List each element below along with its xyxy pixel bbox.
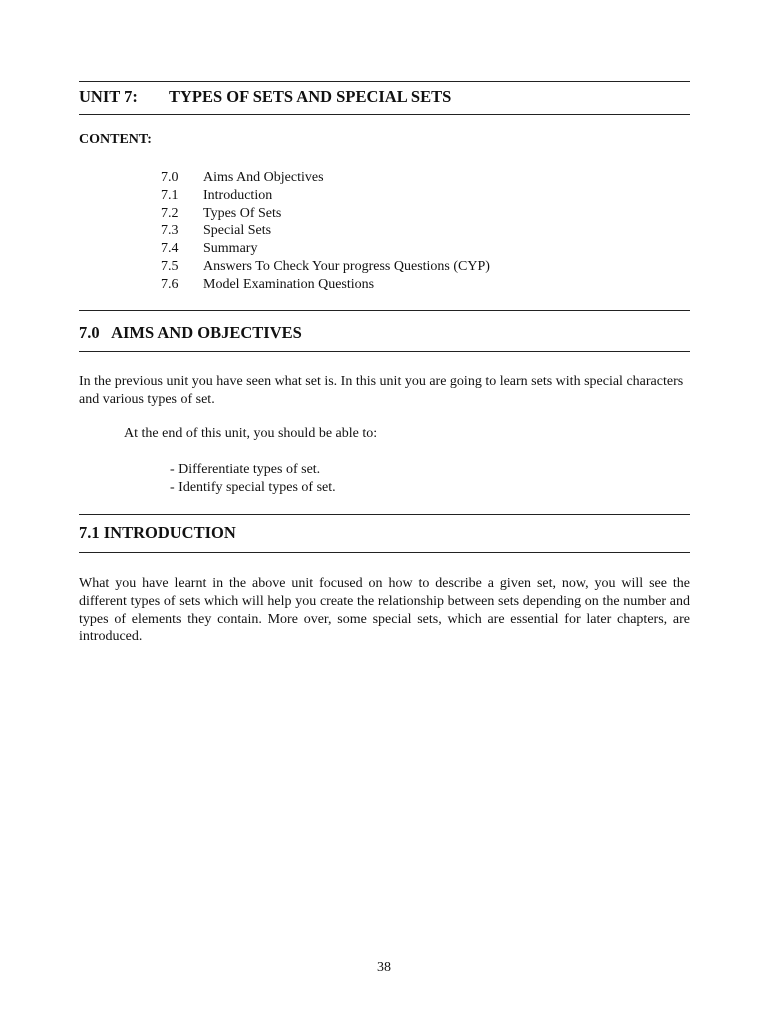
toc-title: Model Examination Questions <box>203 276 375 292</box>
objectives-intro: At the end of this unit, you should be able to: <box>124 426 378 441</box>
toc-item <box>161 205 490 223</box>
toc-title: Introduction <box>203 187 273 203</box>
toc-number: 7.6 <box>161 276 179 292</box>
section-7-1-top-rule <box>79 514 690 515</box>
toc-title: Answers To Check Your progress Questions (CYP) <box>203 258 490 274</box>
section-7-0-paragraph: In the previous unit you have seen what set is. In this unit you are going to learn sets with special characters and various types of set. <box>79 374 684 407</box>
unit-label: UNIT 7: <box>79 87 138 106</box>
section-7-1-heading: 7.1 INTRODUCTION <box>79 523 236 542</box>
toc-number: 7.4 <box>161 241 179 257</box>
toc-title: Aims And Objectives <box>203 170 324 185</box>
toc-item <box>161 276 490 294</box>
objectives-list <box>170 461 336 497</box>
list-item: - Differentiate types of set. <box>170 462 321 477</box>
toc-number: 7.5 <box>161 258 179 274</box>
toc-title: Summary <box>203 241 258 257</box>
toc-title: Special Sets <box>203 223 272 239</box>
toc-number: 7.0 <box>161 170 179 185</box>
list-item: - Identify special types of set. <box>170 479 336 495</box>
toc-item <box>161 222 490 240</box>
section-7-1-bottom-rule <box>79 552 690 553</box>
top-rule <box>79 81 690 82</box>
unit-title: TYPES OF SETS AND SPECIAL SETS <box>169 87 452 106</box>
section-7-0-heading: 7.0 AIMS AND OBJECTIVES <box>79 323 302 342</box>
section-7-0-top-rule <box>79 310 690 311</box>
toc-number: 7.2 <box>161 205 179 221</box>
content-label: CONTENT: <box>79 132 152 147</box>
page-number: 38 <box>377 960 391 975</box>
toc-number: 7.1 <box>161 187 179 203</box>
toc-item <box>161 258 490 276</box>
toc-item <box>161 169 490 187</box>
section-7-0-bottom-rule <box>79 351 690 352</box>
toc-item <box>161 240 490 258</box>
unit-heading <box>79 87 451 107</box>
unit-heading-rule <box>79 114 690 115</box>
toc-item <box>161 187 490 205</box>
toc-number: 7.3 <box>161 223 179 239</box>
toc-title: Types Of Sets <box>203 205 282 221</box>
table-of-contents <box>161 169 490 294</box>
section-7-1-paragraph: What you have learnt in the above unit focused on how to describe a given set, now, you will see the different types of sets which will help you create the relationship between sets depending on the number and types of elements they contain. More over, some special sets, which are essential for later chapters, are introduced. <box>79 576 690 645</box>
